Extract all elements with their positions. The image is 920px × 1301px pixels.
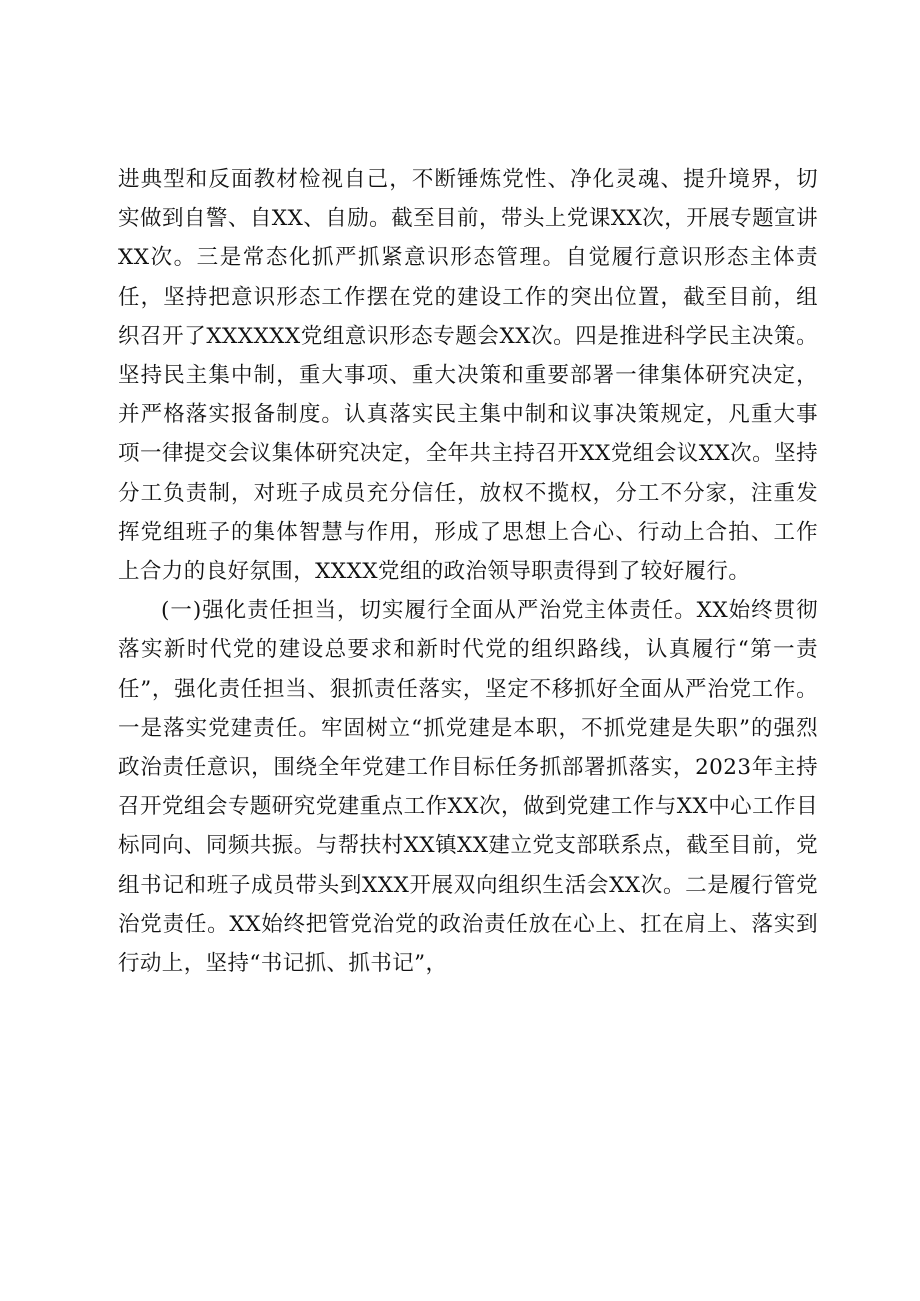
document-body [118, 160, 818, 983]
body-paragraph-2: (一)强化责任担当，切实履行全面从严治党主体责任。XX始终贯彻落实新时代党的建设总要求和新时代党的组织路线，认真履行“第一责任”，强化责任担当、狠抓责任落实，坚定不移抓好全面从严治党工作。一是落实党建责任。牢固树立“抓党建是本职，不抓党建是失职”的强烈政治责任意识，围绕全年党建工作目标任务抓部署抓落实，2023年主持召开党组会专题研究党建重点工作XX次，做到党建工作与XX中心工作目标同向、同频共振。与帮扶村XX镇XX建立党支部联系点，截至目前，党组书记和班子成员带头到XXX开展双向组织生活会XX次。二是履行管党治党责任。XX始终把管党治党的政治责任放在心上、扛在肩上、落实到行动上，坚持“书记抓、抓书记”， [118, 598, 818, 977]
body-paragraph-1: 进典型和反面教材检视自己，不断锤炼党性、净化灵魂、提升境界，切实做到自警、自XX、自励。截至目前，带头上党课XX次，开展专题宣讲XX次。三是常态化抓严抓紧意识形态管理。自觉履行意识形态主体责任，坚持把意识形态工作摆在党的建设工作的突出位置，截至目前，组织召开了XXXXXX党组意识形态专题会XX次。四是推进科学民主决策。坚持民主集中制，重大事项、重大决策和重要部署一律集体研究决定，并严格落实报备制度。认真落实民主集中制和议事决策规定，凡重大事项一律提交会议集体研究决定，全年共主持召开XX党组会议XX次。坚持分工负责制，对班子成员充分信任，放权不揽权，分工不分家，注重发挥党组班子的集体智慧与作用，形成了思想上合心、行动上合拍、工作上合力的良好氛围，XXXX党组的政治领导职责得到了较好履行。 [118, 167, 818, 585]
